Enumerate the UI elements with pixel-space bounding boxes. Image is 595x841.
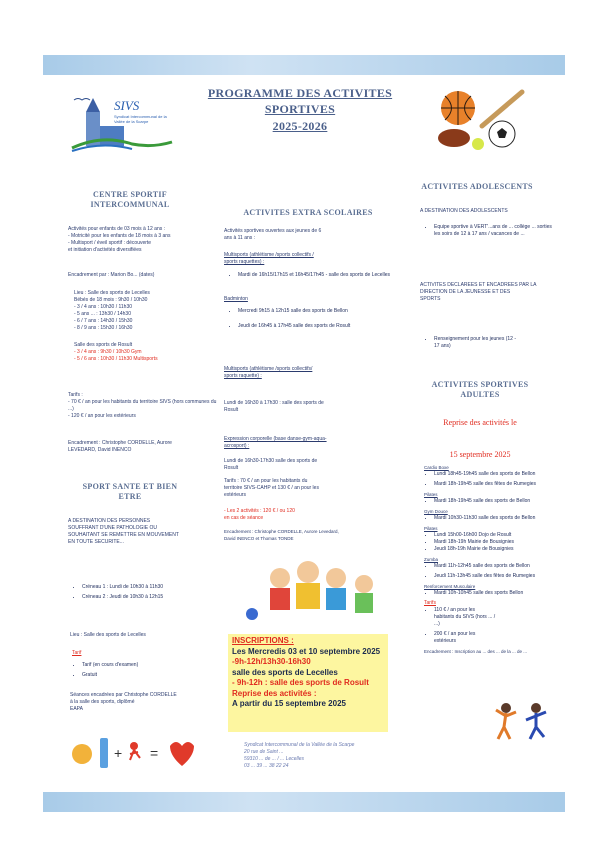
schedule-line: - 3 / 4 ans : 10h30 / 11h30 xyxy=(74,304,133,310)
adult-tarif-list xyxy=(424,607,496,645)
list-item: • Mardi 10h30-11h30 salle des sports de Bellon xyxy=(434,515,549,522)
ado-text: ACTIVITES DECLAREES ET ENCADREES PAR LA DIRECTION DE LA JEUNESSE ET DES SPORTS xyxy=(420,282,537,302)
fruit-icon xyxy=(72,744,92,764)
heading-adultes: ACTIVITES SPORTIVES ADULTES xyxy=(431,380,529,399)
cardio-list xyxy=(424,471,549,488)
activity-title: Renforcement Musculaire xyxy=(424,584,476,589)
page-title xyxy=(200,86,400,135)
zumba-list xyxy=(424,563,549,580)
inscriptions-line: Reprise des activités : xyxy=(232,688,317,698)
sivs-address: Syndicat Intercommunal de la Vallée de la Scarpe 20 rue de Saint ... 59310 ... de ... / ... Lecelles 03 ... 39 ... 38 22 24 xyxy=(244,742,355,769)
tennis-ball-icon xyxy=(472,138,484,150)
inscriptions-line: - 9h-12h : salle des sports de Rosult xyxy=(232,678,369,687)
multisports-list xyxy=(228,272,398,282)
svg-text:=: = xyxy=(150,745,159,761)
list-item: • Mardi de 16h15/17h15 et 16h45/17h45 - salle des sports de Lecelles xyxy=(238,272,398,279)
list-item: • Mardi 11h-12h45 salle des sports de Bellon xyxy=(434,563,549,570)
schedule-line: Lieu : Salle des sports de Lecelles xyxy=(74,290,150,296)
inscriptions-line: Les Mercredis 03 et 10 septembre 2025 xyxy=(232,646,381,656)
inscriptions-line: salle des sports de Lecelles xyxy=(232,667,338,677)
activity-title: Cardio Boxe xyxy=(424,465,449,470)
schedule-line: - 5 / 6 ans : 10h30 / 11h30 Multisports xyxy=(74,356,158,362)
schedule-line: - 3 / 4 ans : 9h30 / 10h30 Gym xyxy=(74,349,142,355)
ado-destination: A DESTINATION DES ADOLESCENTS xyxy=(420,208,508,214)
reprise-date: 15 septembre 2025 xyxy=(449,450,511,459)
inscriptions-title: INSCRIPTIONS : xyxy=(232,636,294,645)
logo-name: SIVS xyxy=(114,98,140,113)
heading-extra-scolaires: ACTIVITES EXTRA SCOLAIRES xyxy=(243,208,373,217)
sante-lieu: Lieu : Salle des sports de Lecelles xyxy=(70,632,146,638)
middle-encadrement: Encadrement : Christophe CORDELLE, Aurore Levedard, David INENCO et Thomas TONDE xyxy=(224,529,339,541)
bottle-icon xyxy=(100,738,108,768)
football-icon xyxy=(438,129,470,147)
sante-contact: Séances encadrées par Christophe CORDELLE à la salle des sports, diplômé EAPA xyxy=(70,692,177,712)
svg-text:+: + xyxy=(114,745,123,761)
activity-title: Pilates xyxy=(424,492,438,497)
kids-sports-illustration xyxy=(238,558,378,626)
multisports2-text: Lundi de 16h30 à 17h30 : salle des sports de Rosult xyxy=(224,400,324,413)
inscriptions-box xyxy=(228,634,388,732)
title-line-3: 2025-2026 xyxy=(272,119,328,133)
tarif-label: Tarifs xyxy=(424,600,436,606)
adult-encadrement: Encadrement : Inscription au ... des ... de la ... de ... xyxy=(424,649,528,654)
list-item: • 110 € / an pour les habitants du SIVS (hors ... / ...) xyxy=(434,607,496,628)
left-encadrement: Encadrement : Christophe CORDELLE, Aurore LEVEDARD, David INENCO xyxy=(68,440,172,453)
list-item: • Gratuit xyxy=(82,672,232,679)
title-line-2: SPORTIVES xyxy=(264,102,336,116)
list-item: • Lundi 18h45-19h45 salle des sports de Bellon xyxy=(434,471,549,478)
heart-icon xyxy=(170,742,194,766)
list-item: • Mardi 18h-19h Mairie de Bousignies xyxy=(434,539,549,546)
list-item: • Renseignement pour les jeunes (12 - 17 ans) xyxy=(434,336,554,350)
logo-subtitle: Syndicat Intercommunal de la Vallée de la Scarpe xyxy=(114,114,167,124)
pilates-list xyxy=(424,498,549,505)
runner-icon xyxy=(130,742,138,750)
left-schedule-title: Encadrement par : Marion Bo... (dates) xyxy=(68,272,155,278)
inscriptions-line: -9h-12h/13h30-16h30 xyxy=(232,657,311,666)
list-item: • Mardi 18h-19h45 salle des fêtes de Rumegies xyxy=(434,481,549,488)
list-item: • Créneau 1 : Lundi de 10h30 à 11h30 xyxy=(82,584,232,591)
badminton-list xyxy=(228,308,398,333)
heading-centre-sportif: CENTRE SPORTIF INTERCOMMUNAL xyxy=(90,190,170,209)
list-item: • Jeudi 11h-13h45 salle des fêtes de Rumegies xyxy=(434,573,549,580)
badminton-title: Badminton xyxy=(224,296,248,302)
ado-list-2 xyxy=(424,336,554,353)
list-item: • Jeudi de 16h45 à 17h45 salle des sports de Rosult xyxy=(238,323,398,330)
child-icon xyxy=(270,568,290,588)
woman-icon xyxy=(531,703,541,713)
list-item: • Mercredi 9h15 à 12h15 salle des sports de Bellon xyxy=(238,308,398,315)
activity-title: Pilates xyxy=(424,526,438,531)
schedule-line: Salle des sports de Rosult xyxy=(74,342,133,348)
list-item: • Jeudi 18h-19h Mairie de Bousignies xyxy=(434,546,549,553)
middle-intro: Activités sportives ouvertes aux jeunes de 6 ans à 11 ans : xyxy=(224,228,322,241)
ball-icon xyxy=(246,608,258,620)
child-icon xyxy=(355,575,373,593)
list-item: • Mardi 18h-19h45 salle des sports de Bellon xyxy=(434,498,549,505)
inscriptions-line: A partir du 15 septembre 2025 xyxy=(232,699,346,708)
multisports-title: Multisports (athlétisme /sports collectifs / sports raquettes) : xyxy=(224,252,314,265)
heading-sport-sante: SPORT SANTE ET BIEN ETRE xyxy=(82,482,178,501)
sante-text: A DESTINATION DES PERSONNES SOUFFRANT D'UNE PATHOLOGIE OU SOUHAITANT SE REMETTRE EN MOUVEMENT EN TOUTE SECURITE... xyxy=(68,518,179,545)
sports-balls-illustration xyxy=(430,86,525,156)
fitness-women-illustration xyxy=(492,700,554,742)
pilates2-list xyxy=(424,532,549,553)
gym-list xyxy=(424,515,549,522)
ado-list xyxy=(424,224,554,241)
child-icon xyxy=(297,561,319,583)
schedule-line: - 8 / 9 ans : 15h30 / 16h30 xyxy=(74,325,133,331)
left-tarifs: Tarifs : - 70 € / an pour les habitants du territoire SIVS (hors communes du ...) - 120 € / an pour les extérieurs xyxy=(68,392,217,419)
heading-adolescents: ACTIVITES ADOLESCENTS xyxy=(421,182,533,191)
expression-text: Lundi de 16h30-17h30 salle des sports de Rosult xyxy=(224,458,318,471)
activity-title: Zumba xyxy=(424,557,439,562)
renfo-list xyxy=(424,590,549,597)
reprise-label: Reprise des activités le xyxy=(443,418,517,427)
top-decor-band xyxy=(43,55,565,75)
child-icon xyxy=(326,568,346,588)
multisports2-title: Multisports (athlétisme /sports collectifs/ sports raquette) : xyxy=(224,366,313,379)
activity-title: Gym Douce xyxy=(424,509,448,514)
adult-schedule xyxy=(424,464,549,655)
health-illustration xyxy=(70,732,220,772)
middle-tarifs: Tarifs : 70 € / an pour les habitants du territoire SIVS-CAHP et 130 € / an pour les extérieurs xyxy=(224,478,319,498)
schedule-line: - 6 / 7 ans : 14h30 / 15h30 xyxy=(74,318,133,324)
woman-icon xyxy=(501,703,511,713)
middle-seance: - Les 2 activités : 120 € / ou 120 en cas de séance xyxy=(224,508,295,521)
list-item: • Equipe sportive à VERT'...ans de ... collège ... sorties les soirs de 12 à 17 ans / vacances de ... xyxy=(434,224,554,238)
expression-title: Expression corporelle (base danse-gym-aqua- acrosport) : xyxy=(224,436,327,449)
list-item: • Lundi 15h00-16h00 Dojo de Rosult xyxy=(434,532,549,539)
list-item: • Tarif (en cours d'examen) xyxy=(82,662,232,669)
list-item: • Créneau 2 : Jeudi de 10h30 à 12h15 xyxy=(82,594,232,601)
left-intro: Activités pour enfants de 03 mois à 12 ans : - Motricité pour les enfants de 18 mois à 3 ans - Multisport / éveil sportif : découverte et initiation d'activités diversifiées xyxy=(68,226,171,253)
sante-tarif-list xyxy=(72,662,232,682)
bottom-decor-band xyxy=(43,792,565,812)
sante-tarif-label: Tarif xyxy=(72,650,82,656)
schedule-line: - 5 ans ... : 13h30 / 14h30 xyxy=(74,311,131,317)
list-item: • 200 € / an pour les extérieurs xyxy=(434,631,496,645)
list-item: • Mardi 10h-10h45 salle des sports Bellon xyxy=(434,590,549,597)
creneaux-list xyxy=(72,584,232,604)
schedule-line: Bébés de 18 mois : 9h30 / 10h30 xyxy=(74,297,148,303)
left-schedule-list xyxy=(74,290,214,363)
sivs-logo xyxy=(68,92,178,152)
title-line-1: PROGRAMME DES ACTIVITES xyxy=(207,86,393,100)
